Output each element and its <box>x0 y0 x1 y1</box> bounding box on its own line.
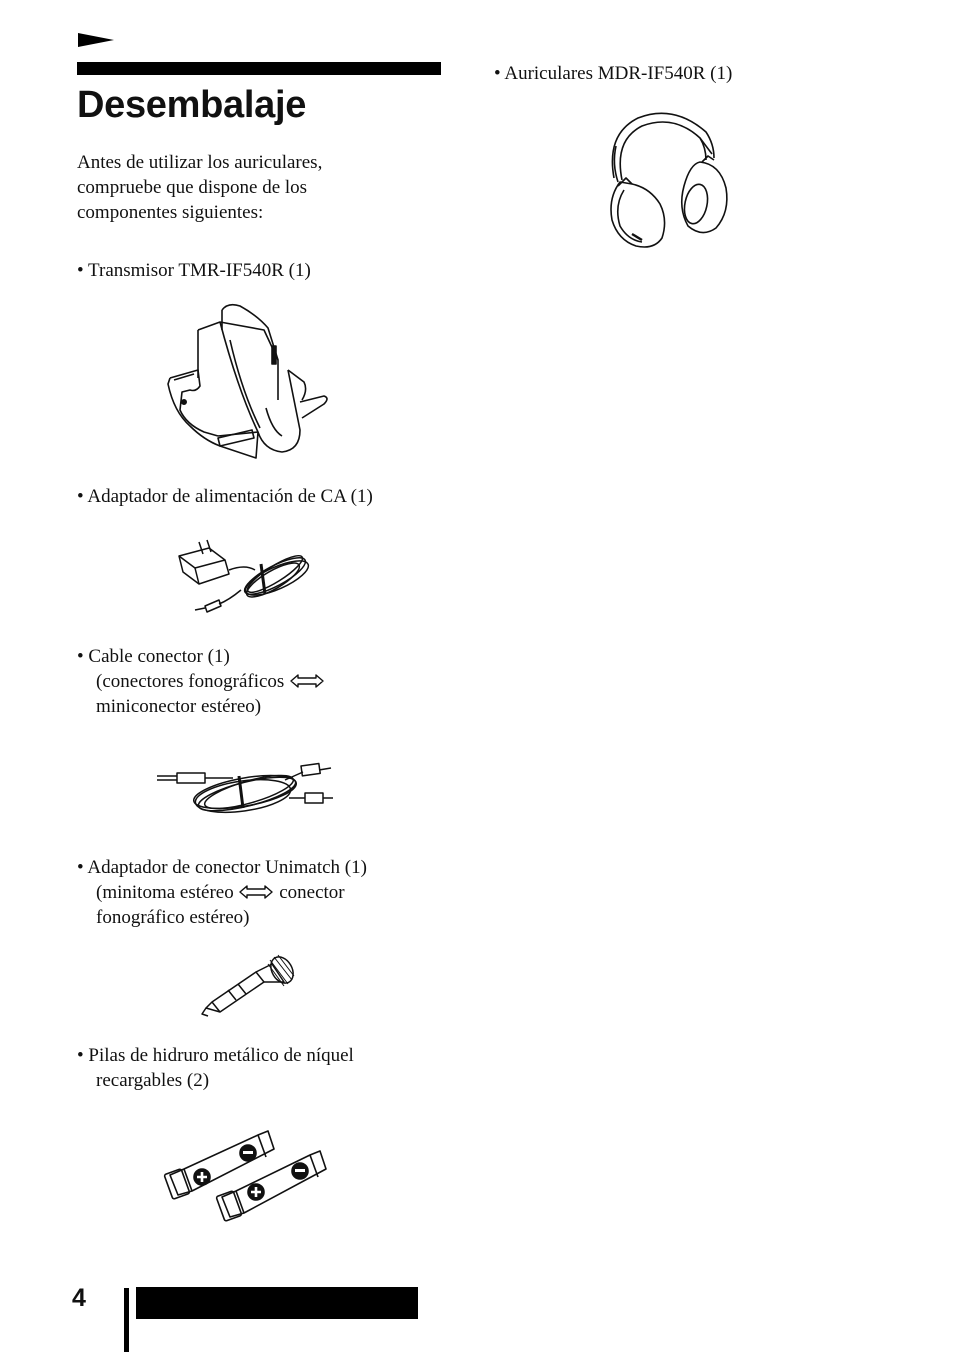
section-arrow-icon <box>78 30 116 50</box>
intro-line: Antes de utilizar los auriculares, <box>77 152 323 173</box>
item-detail: miniconector estéreo) <box>96 696 262 717</box>
transmitter-illustration <box>160 300 335 470</box>
list-item-plug-adaptor <box>77 855 367 930</box>
page-number: 4 <box>72 1284 86 1312</box>
intro-line: compruebe que dispone de los <box>77 177 308 198</box>
item-detail <box>77 669 325 694</box>
intro-line: componentes siguientes: <box>77 202 264 223</box>
list-item-headphones <box>494 61 732 86</box>
item-detail <box>77 880 367 905</box>
batteries-illustration <box>162 1125 332 1230</box>
intro-paragraph <box>77 150 417 225</box>
item-detail-text: (conectores fonográficos <box>96 671 285 692</box>
item-label: • Auriculares MDR-IF540R (1) <box>494 63 733 84</box>
item-label: • Transmisor TMR-IF540R (1) <box>77 260 311 281</box>
list-item-connecting-cord <box>77 644 325 719</box>
ac-adaptor-illustration <box>175 534 315 619</box>
footer-band <box>136 1287 418 1319</box>
item-label: • Cable conector (1) <box>77 646 230 667</box>
section-title: Desembalaje <box>77 84 307 126</box>
list-item-batteries <box>77 1043 354 1093</box>
bidirectional-arrow-icon <box>238 884 274 900</box>
title-rule <box>77 62 441 75</box>
plug-adaptor-illustration <box>198 950 303 1020</box>
item-detail: recargables (2) <box>96 1070 210 1091</box>
item-label: • Pilas de hidruro metálico de níquel <box>77 1045 354 1066</box>
item-label: • Adaptador de alimentación de CA (1) <box>77 486 373 507</box>
list-item-transmitter <box>77 258 311 283</box>
item-detail-text: conector <box>279 882 345 903</box>
item-detail-text: (minitoma estéreo <box>96 882 234 903</box>
bidirectional-arrow-icon <box>289 673 325 689</box>
item-label: • Adaptador de conector Unimatch (1) <box>77 857 367 878</box>
list-item-ac-adaptor <box>77 484 373 509</box>
item-detail: fonográfico estéreo) <box>96 907 250 928</box>
connecting-cord-illustration <box>155 758 335 822</box>
headphones-illustration <box>602 108 732 256</box>
page-margin-bar <box>124 1288 129 1352</box>
